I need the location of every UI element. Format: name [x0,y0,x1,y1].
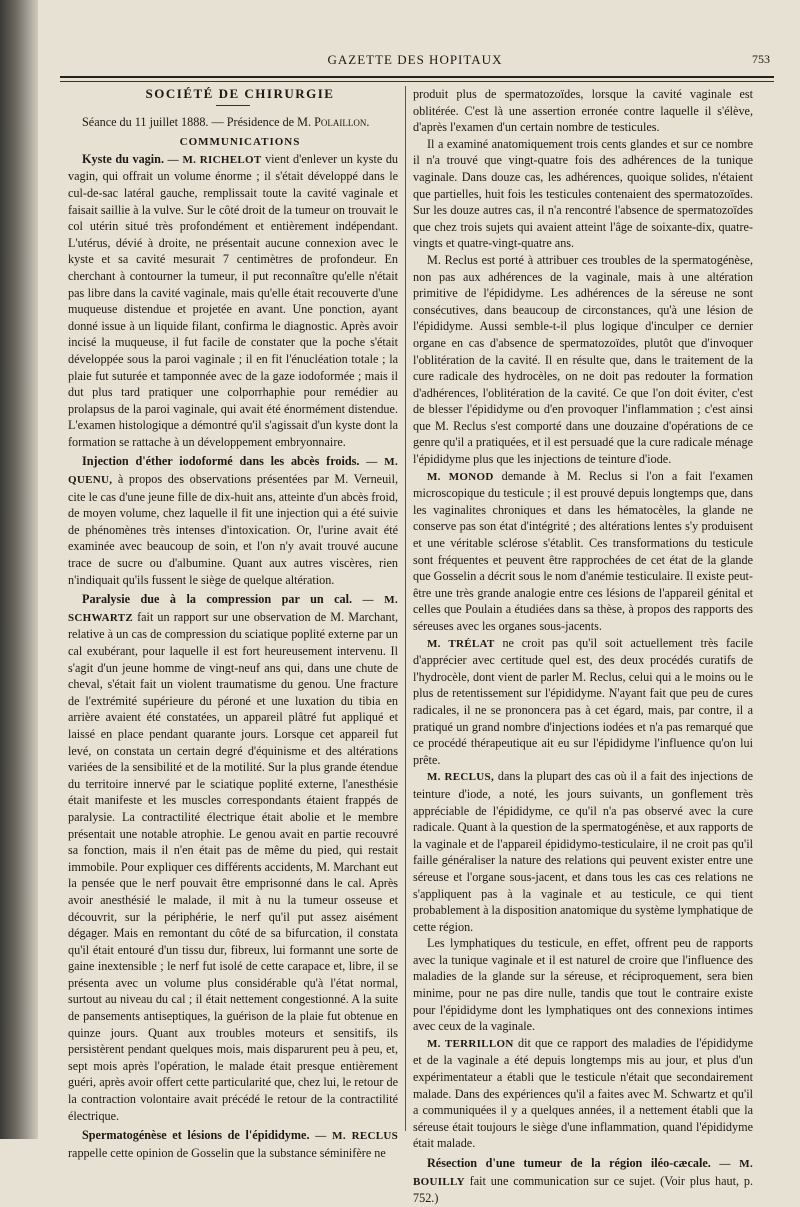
page-header [60,52,770,74]
reclus-theory: M. Reclus est porté à attribuer ces troubles de la spermatogénèse, non pas aux adhérences de la vaginale, mais à une altération primitive de l'épididyme. Les adhérences de la séreuse ne sont consécutives, dans beaucoup de circonstances, qu'à une lésion de l'épididyme. Aussi semble-t-il plus logique d'inculper ce dernier organe en cas d'absence de spermatozoïdes, plutôt que d'invoquer l'oblitération de la cavité. Il en résulte que, dans le traitement de la cure radicale des hydrocèles, on ne doit pas redouter la formation d'adhérences, l'oblitération de la cavité. Ce que l'on doit éviter, c'est de blesser l'épididyme ou d'en provoquer l'inflammation ; c'est ainsi que M. Reclus s'est comporté dans une douzaine d'opérations de ce genre qu'il a pratiquées, et il est persuadé que la cure radicale ménage l'épididyme plus que les injections de teinture d'iode. [413,252,753,467]
reclus-text: dans la plupart des cas où il a fait des injections de teinture d'iode, a noté, les jours suivants, un gonflement très appréciable de l'épididyme, ce qu'il n'a pas observé avec la cure radicale. Quant à la question de la spermatogénèse, et aux rapports de la vaginale et de l'appareil épididymo-testiculaire, il ne croit pas qu'il faille généraliser la nature des relations qui peuvent exister entre une séreuse et l'organe sous-jacent, et dans tous les cas ces relations ne s'appliquent pas à la vaginale et au testicule, ce qui tient probablement à la disposition anatomique du système lymphatique de cette région. [413,769,753,934]
trelat-remark [413,635,753,769]
monod-text: demande à M. Reclus si l'on a fait l'examen microscopique du testicule ; il est prouvé depuis longtemps que, dans les vaginalites chroniques et dans les hématocèles, la glande ne conserve pas son état d'intégrité ; des altérations lentes s'y produisent et une véritable sclérose s'établit. Ces transformations du testicule sont fréquentes et peuvent être rapprochées de cet état de la glande que Gosselin a décrit sous le nom d'anémie testiculaire. Il existe peut-être une très grande analogie entre ces lésions de l'appareil génital et celles que Poulain a étudiées dans sa thèse, à propos des rapports des séreuses avec les organes sous-jacents. [413,468,753,633]
article-paralysie [68,591,398,1124]
paralysie-text: fait un rapport sur une observation de M. Marchant, relative à un cas de compression du sciatique poplité externe par un cal exubérant, pour laquelle il est fort heureusement intervenu. Il s'agit d'un jeune homme de vingt-neuf ans qui, dans une chute de cheval, s'était fait un violent traumatisme du genou. Une fracture de l'extrémité supérieure du péroné et une luxation du tibia en arrière avaient été constatées, un appareil plâtré fut appliqué et laissé en place pendant quarante jours. Lorsque cet appareil fut levé, on constata un certain degré d'équinisme et des altérations variées de la sensibilité et de la motilité. Sur la plus grande étendue du territoire innervé par le sciatique poplité externe, l'anesthésie était manifeste et les muscles correspondants étaient frappés de paralysie. La contractilité électrique était abolie et le membre présentait une notable atrophie. Le genou avait en partie recouvré sa fonction, mais il n'en était pas de même du pied, qui restait immobile. Pour expliquer ces différents accidents, M. Marchant eut la pensée que le nerf pouvait être emprisonné dans le cal. Après avoir anesthésié le malade, il mit à nu la tumeur osseuse et découvrit, sur la périphérie, le nerf qu'il put assez aisément dégager. Mais en remontant du côté de sa bifurcation, il constata qu'il était entouré d'un tissu dur, fibreux, lui formannt une sorte de gaine inextensible ; le nerf fut isolé de cette carapace et, libre, il se présenta avec un volume plus considérable qu'à l'état normal, surtout au niveau du cal ; il était nettement congestionné. A la suite de pansements antiseptiques, la guérison de la plaie fut obtenue en quinze jours. Quant aux troubles moteurs et sensitifs, ils persistèrent pendant quelques mois, mais disparurent peu à peu, et, sept mois après l'opération, le malade était presque entièrement guéri, après avoir offert cette particularité que, chez lui, le retour de la contraction volontaire avait précédé le retour de la contractilité électrique. [68,609,399,1123]
terrillon-text: dit que ce rapport des maladies de l'épididyme et de la vaginale a été depuis longtemps mis au jour, et plus d'un expérimentateur a établi que le testicule n'était que secondairement malade. Dans des expériences qu'il a faites avec M. Schwartz et qu'il a communiquées il y a quelques années, il a nettement établi que la séreuse était toujours le siège d'une inflammation, quand l'épididyme était malade. [413,1035,753,1151]
monod-speaker: M. MONOD [427,470,494,483]
article-sperma [68,1127,398,1161]
monod-remark [413,468,753,635]
sperma-continuation: produit plus de spermatozoïdes, lorsque la cavité vaginale est oblitérée. C'est là une assertion erronée contre laquelle il s'élève, d'après l'examen d'un certain nombre de testicules. [413,87,753,135]
reclus-reply [413,768,753,935]
reclus-examination: Il a examiné anatomiquement trois cents glandes et sur ce nombre il n'a trouvé que vingt-quatre fois des adhérences de la tunique vaginale. Dans douze cas, les adhérences, quoique solides, n'étaient que partielles, huit fois les testicules contenaient des spermatozoïdes. Sur les douze autres cas, il n'a rencontré l'absence de spermatozoïdes que chez trois sujets qui avaient atteint l'âge de soixante-dix, quatre-vingts et quatre-vingt-quatre ans. [413,136,753,251]
page-edge-shadow [0,0,38,1139]
communications-heading: COMMUNICATIONS [179,136,301,149]
right-column [413,86,754,1206]
header-rule-thick [60,76,774,78]
header-rule-thin [60,81,774,82]
society-title: SOCIÉTÉ DE CHIRURGIE [145,86,335,101]
reclus-speaker: M. RECLUS, [427,771,495,784]
ether-title: Injection d'éther iodoformé dans les abcès froids. [82,454,360,469]
title-rule [216,105,250,106]
left-column [68,86,399,1160]
article-resection [413,1155,753,1207]
trelat-speaker: M. TRÉLAT [427,637,495,650]
article-kyste [68,151,398,451]
resection-speaker: — M. BOUILLY [413,1158,754,1188]
kyste-speaker: — M. RICHELOT [167,153,262,166]
column-divider [405,86,406,1131]
resection-text: fait une communication sur ce sujet. (Voir plus haut, p. 752.) [413,1173,753,1206]
page-number: 753 [752,52,770,66]
lymphatics-paragraph: Les lymphatiques du testicule, en effet, offrent peu de rapports avec la tunique vaginale et il est naturel de croire que l'influence des maladies de la glande sur la séreuse, et réciproquement, sera bien minime, pour ne pas dire nulle, tandis que tout le contraire existe pour l'épididyme dont les lymphatiques ont des connexions intimes avec ceux de la vaginale. [413,936,753,1034]
article-ether [68,453,398,588]
president-name: Polaillon [314,114,367,129]
seance-line: Séance du 11 juillet 1888. — Présidence de M. Polaillon. [82,114,370,129]
paralysie-title: Paralysie due à la compression par un cal. [82,592,353,607]
terrillon-speaker: M. TERRILLON [427,1037,514,1050]
paralysie-speaker: — M. SCHWARTZ [68,594,398,624]
ether-text: à propos des observations présentées par M. Verneuil, cite le cas d'une jeune fille de dix-huit ans, atteinte d'un abcès froid, de moyen volume, chez laquelle il fit une injection qui a été suivie de phénomènes très intenses d'intoxication. Or, l'urine avait été examinée avec beaucoup de soin, et l'on n'y avait trouvé aucune trace de sucre ou d'albumine. Quant aux autres viscères, rien n'indiquait qu'ils fussent le siège de quelque altération. [68,472,399,587]
resection-title: Résection d'une tumeur de la région iléo-cæcale. [427,1156,711,1170]
seance-text: Séance du 11 juillet 1888. — Présidence de M. [82,114,312,129]
sperma-speaker: — M. RECLUS [315,1130,398,1143]
sperma-text: rappelle cette opinion de Gosselin que la substance séminifère ne [68,1145,386,1160]
running-title: GAZETTE DES HOPITAUX [327,52,503,67]
kyste-text: vient d'enlever un kyste du vagin, qui offrait un volume énorme ; il s'était développé dans le cul-de-sac latéral gauche, remplissait toute la cavité vaginale et faisait saillie à la vulve. Sur le côté droit de la tumeur on trouvait le col utérin situé très profondément et entièrement indépendant. L'utérus, dévié à droite, ne présentait aucune connexion avec le kyste et sa cavité mesurait 7 centimètres de profondeur. En cherchant à contourner la tumeur, il put reconnaître qu'elle n'était pas libre dans la cavité vaginale, mais qu'elle était recouverte d'une muqueuse distendue et projetée en avant. Une ponction, ayant donné issue à un liquide filant, confirma le diagnostic. Après avoir incisé la muqueuse, il fut facile de constater que la poche s'était développée sous la paroi vaginale ; il en fit l'énucléation totale ; la plaie fut suturée et tamponnée avec de la gaze iodoformée ; mais il dut plus tard pratiquer une colporrhaphie pour remédier au prolapsus de la paroi vaginale, qui avait été énormément distendue. L'examen histologique a démontré qu'il s'agissait d'un kyste dont la formation se rattache à un développement embryonnaire. [68,151,399,449]
ether-speaker: — M. QUENU, [68,456,399,487]
trelat-text: ne croit pas qu'il soit actuellement très facile d'apprécier avec certitude quel est, des deux procédés curatifs de l'hydrocèle, dont vient de parler M. Reclus, celui qui a le moins ou le plus de retentissement sur l'épididyme. N'ayant fait que peu de cures radicales, il ne se prononcera pas à cet égard, mais, par contre, il a pratiqué un grand nombre d'injections iodées et n'a pas remarqué que ce procédé thérapeutique ait eu sur l'épididyme l'influence qu'on lui prête. [413,635,754,767]
sperma-title: Spermatogénèse et lésions de l'épididyme. [82,1128,310,1143]
kyste-title: Kyste du vagin. [82,151,164,166]
terrillon-remark [413,1035,753,1152]
